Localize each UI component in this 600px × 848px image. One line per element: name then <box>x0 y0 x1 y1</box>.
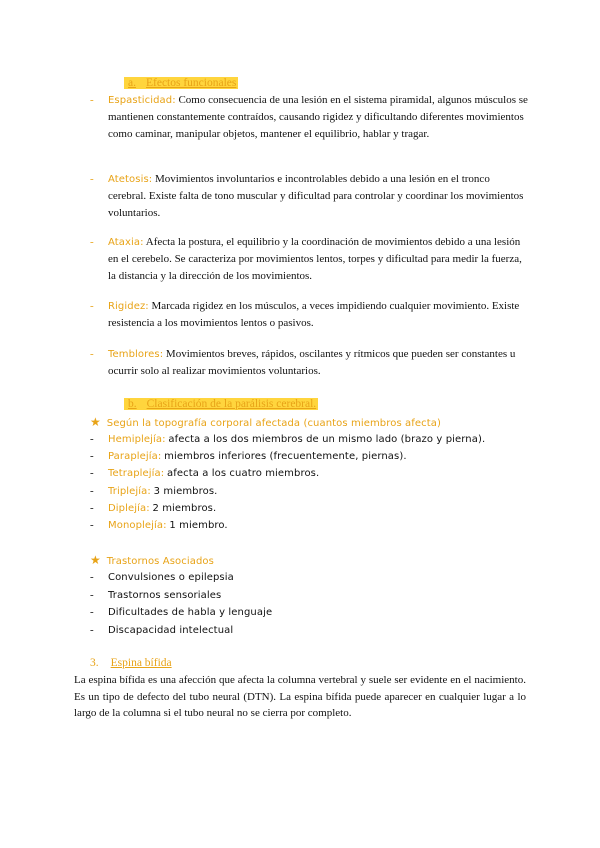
term-label: Atetosis: <box>108 174 153 185</box>
section-3-title: Espina bífida <box>110 657 172 669</box>
star-icon: ★ <box>90 553 101 567</box>
term-label: Ataxia: <box>108 237 144 248</box>
section-b-number: b. <box>128 398 137 410</box>
term-label: Diplejía: <box>108 503 150 514</box>
section-b-heading <box>124 397 318 411</box>
list-item: - Tetraplejía: afecta a los cuatro miembros. <box>90 467 320 479</box>
term-label: Hemiplejía: <box>108 434 166 445</box>
term-label: Tetraplejía: <box>108 468 165 479</box>
term-label: Temblores: <box>108 349 164 360</box>
term-label: Rigidez: <box>108 301 149 312</box>
section-a-title: Efectos funcionales <box>145 77 237 89</box>
list-item: - Atetosis: Movimientos involuntarios e incontrolables debido a una lesión en el tronco cerebral. Existe falta de tono muscular y dificultad para controlar y coordinar los movimientos voluntarios. <box>90 173 524 219</box>
item-text: Afecta la postura, el equilibrio y la coordinación de movimientos debido a una lesión en el cerebelo. Se caracteriza por movimientos lentos, torpes y dificultad para medir la fuerza, la distancia y la dirección de los movimientos. <box>108 236 522 282</box>
list-item: - Trastornos sensoriales <box>90 589 222 601</box>
list-item: - Convulsiones o epilepsia <box>90 571 234 583</box>
item-text: Marcada rigidez en los músculos, a veces impidiendo cualquier movimiento. Existe resistencia a los movimientos lentos o pasivos. <box>108 300 520 330</box>
section-3-heading <box>90 656 172 670</box>
espina-bifida-paragraph: La espina bífida es una afección que afecta la columna vertebral y suele ser evidente en el nacimiento. Es un tipo de defecto del tubo neural (DTN). La espina bífida puede aparecer en cualquier lugar a lo largo de la columna si el tubo neural no se cierra por completo. <box>74 674 526 720</box>
list-item: - Triplejía: 3 miembros. <box>90 485 218 497</box>
list-item: - Ataxia: Afecta la postura, el equilibrio y la coordinación de movimientos debido a una lesión en el cerebelo. Se caracteriza por movimientos lentos, torpes y dificultad para medir la fuerza, la distancia y la dirección de los movimientos. <box>90 236 522 282</box>
section-a-heading <box>124 76 238 90</box>
term-label: Triplejía: <box>108 486 151 497</box>
section-a-number: a. <box>128 77 136 89</box>
list-item: - Diplejía: 2 miembros. <box>90 502 217 514</box>
term-label: Monoplejía: <box>108 520 167 531</box>
item-text: Movimientos breves, rápidos, oscilantes y rítmicos que pueden ser constantes u ocurrir solo al realizar movimientos voluntarios. <box>108 348 516 378</box>
item-text: Como consecuencia de una lesión en el sistema piramidal, algunos músculos se mantienen constantemente contraídos, causando rigidez y dificultando diferentes movimientos como caminar, manipular objetos, mantener el equilibrio, hablar y tragar. <box>108 94 528 140</box>
term-label: Paraplejía: <box>108 451 162 462</box>
item-text: Movimientos involuntarios e incontrolables debido a una lesión en el tronco cerebral. Existe falta de tono muscular y dificultad para controlar y coordinar los movimientos voluntarios. <box>108 173 524 219</box>
list-item: - Monoplejía: 1 miembro. <box>90 519 228 531</box>
section-3-number: 3. <box>90 657 99 669</box>
section-b-title: Clasificación de la parálisis cerebral. <box>146 398 317 410</box>
list-item: - Espasticidad: Como consecuencia de una lesión en el sistema piramidal, algunos músculos se mantienen constantemente contraídos, causando rigidez y dificultando diferentes movimientos como caminar, manipular objetos, mantener el equilibrio, hablar y tragar. <box>90 94 528 140</box>
list-item: - Dificultades de habla y lenguaje <box>90 606 273 618</box>
list-item: - Rigidez: Marcada rigidez en los músculos, a veces impidiendo cualquier movimiento. Existe resistencia a los movimientos lentos o pasivos. <box>90 300 520 330</box>
list-item: - Hemiplejía: afecta a los dos miembros de un mismo lado (brazo y pierna). <box>90 433 486 445</box>
list-item: - Discapacidad intelectual <box>90 624 234 636</box>
topografia-heading: ★ Según la topografía corporal afectada (cuantos miembros afecta) <box>90 415 441 429</box>
star-icon: ★ <box>90 415 101 429</box>
term-label: Espasticidad: <box>108 95 176 106</box>
list-item: - Paraplejía: miembros inferiores (frecuentemente, piernas). <box>90 450 407 462</box>
trastornos-heading: ★ Trastornos Asociados <box>90 553 214 567</box>
list-item: - Temblores: Movimientos breves, rápidos, oscilantes y rítmicos que pueden ser constantes u ocurrir solo al realizar movimientos voluntarios. <box>90 348 516 378</box>
